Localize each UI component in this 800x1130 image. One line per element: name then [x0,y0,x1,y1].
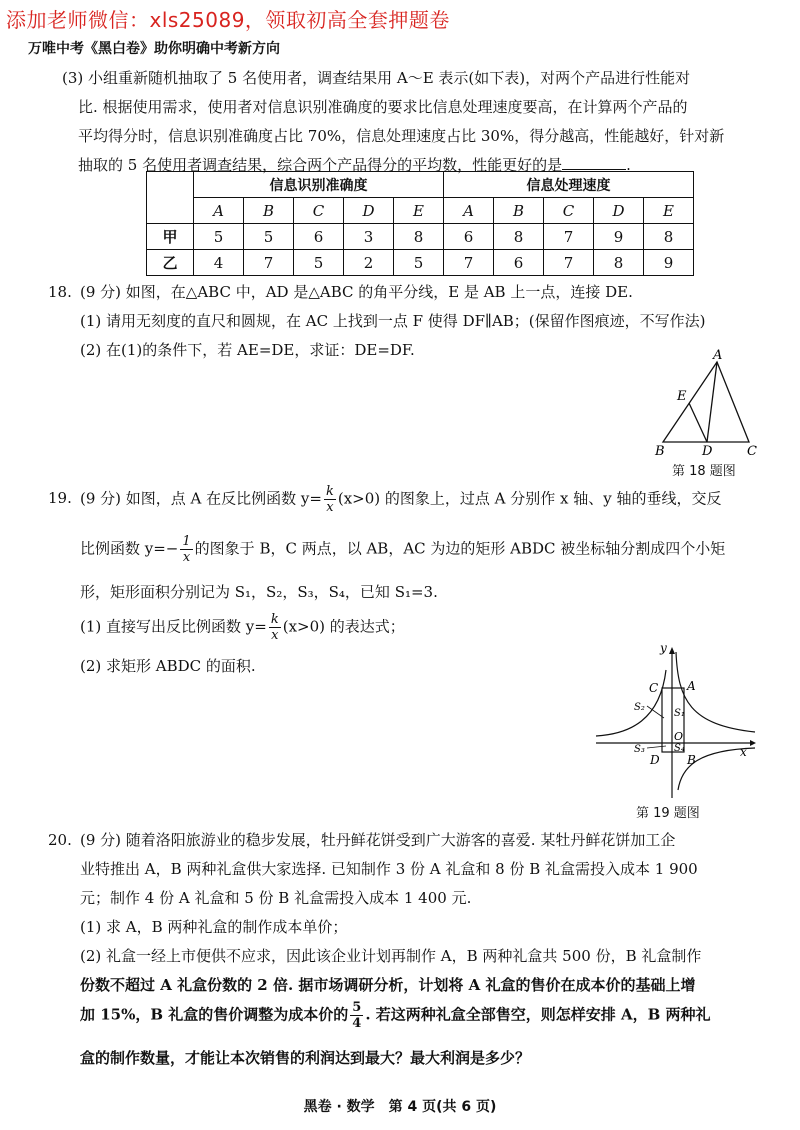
table-cell: 8 [494,224,544,250]
q20-line-3: 元；制作 4 份 A 礼盒和 5 份 B 礼盒需投入成本 1 400 元. [80,889,472,907]
label-s2: S₂ [634,702,645,713]
answer-blank [562,153,626,170]
label-b: B [687,753,696,767]
q18-line-3: (2) 在(1)的条件下，若 AE=DE，求证：DE=DF. [80,341,415,359]
table-cell: 6 [294,224,344,250]
q20-line-7-b: . 若这两种礼盒全部售空，则怎样安排 A，B 两种礼 [365,1005,711,1024]
table-col-header: C [544,198,594,224]
q19-line-4-a: (1) 直接写出反比例函数 y= [80,617,267,636]
frac-numerator: 5 [352,1000,362,1015]
label-y: y [660,641,667,655]
q17-part3 [62,64,724,180]
q20-line-6: 份数不超过 A 礼盒份数的 2 倍. 据市场调研分析，计划将 A 礼盒的售价在成本价的基础上增 [80,976,696,994]
q20-line-5: (2) 礼盒一经上市便供不应求，因此该企业计划再制作 A，B 两种礼盒共 500 份，B 礼盒制作 [80,947,702,965]
q19-number: 19. [48,489,72,507]
table-row-label: 甲 [147,224,194,250]
table-col-header: D [594,198,644,224]
q19-line-2-a: 比例函数 y=− [80,539,179,558]
q19-line-4 [80,612,405,643]
q18-line-2: (1) 请用无刻度的直尺和圆规，在 AC 上找到一点 F 使得 DF∥AB；(保留作图痕迹，不写作法) [80,312,706,330]
q18-number: 18. [48,283,72,301]
table-row-jia [147,224,694,250]
frac-denominator: x [182,550,191,565]
table-cell: 8 [594,250,644,276]
label-x: x [740,745,747,759]
fraction-k-over-x [324,484,336,515]
fraction-5-over-4 [350,1000,363,1031]
table-cell: 5 [294,250,344,276]
table-cell: 8 [644,224,694,250]
table-col-header: E [644,198,694,224]
q19-figure [590,640,760,800]
frac-denominator: x [271,628,279,643]
q20-line-4: (1) 求 A，B 两种礼盒的制作成本单价； [80,918,348,936]
table-cell: 6 [494,250,544,276]
q17-line-3: 平均得分时，信息识别准确度占比 70%，信息处理速度占比 30%，得分越高，性能越好，针对新 [78,127,725,145]
table-header-row [147,172,694,198]
table-group-speed: 信息处理速度 [444,172,694,198]
page-footer: 黑卷 · 数学 第 4 页(共 6 页) [303,1099,497,1115]
table-cell: 7 [544,250,594,276]
table-row-yi [147,250,694,276]
frac-numerator: k [325,484,334,499]
watermark-text: 添加老师微信：xls25089，领取初高全套押题卷 [6,8,450,32]
q17-end-mark: . [626,156,631,174]
q20-line-2: 业特推出 A，B 两种礼盒供大家选择. 已知制作 3 份 A 礼盒和 8 份 B 礼盒需投入成本 1 900 [80,860,698,878]
q20-line-8: 盒的制作数量，才能让本次销售的利润达到最大？最大利润是多少？ [80,1049,531,1067]
table-col-header: B [244,198,294,224]
q17-line-4-text: 抽取的 5 名使用者调查结果，综合两个产品得分的平均数，性能更好的是 [78,156,563,174]
y-axis-arrow [669,647,675,654]
table-col-header: C [294,198,344,224]
table-col-header: E [394,198,444,224]
label-s3: S₃ [634,744,645,755]
q20-line-7 [80,1000,711,1031]
table-cell: 5 [244,224,294,250]
table-row-label: 乙 [147,250,194,276]
frac-denominator: x [326,500,334,515]
q20-number: 20. [48,831,72,849]
table-col-header: A [194,198,244,224]
table-col-header: A [444,198,494,224]
frac-numerator: k [270,612,279,627]
table-cell: 2 [344,250,394,276]
label-s1: S₁ [674,708,685,719]
table-cell: 7 [244,250,294,276]
q18-figure [645,348,765,460]
table-cell: 9 [594,224,644,250]
q18-body [80,278,706,365]
table-cell: 7 [444,250,494,276]
fraction-1-over-x [180,534,192,565]
q18-line-1: (9 分) 如图，在△ABC 中，AD 是△ABC 的角平分线，E 是 AB 上一点，连接 DE. [80,283,633,301]
label-c: C [747,444,757,459]
q19-line-1-b: (x>0) 的图象上，过点 A 分别作 x 轴、y 轴的垂线，交反 [337,489,722,508]
q17-line-1: (3) 小组重新随机抽取了 5 名使用者，调查结果用 A～E 表示(如下表)，对两个产品进行性能对 [62,69,691,87]
table-group-accuracy: 信息识别准确度 [194,172,444,198]
q19-caption: 第 19 题图 [636,806,700,821]
table-cell: 4 [194,250,244,276]
q19-line-3: 形，矩形面积分别记为 S₁，S₂，S₃，S₄，已知 S₁=3. [80,583,438,601]
page-header: 万唯中考《黑白卷》助你明确中考新方向 [28,41,280,57]
table-cell: 3 [344,224,394,250]
segment-de [689,403,707,442]
frac-numerator: 1 [182,534,191,549]
label-s4: S₄ [674,743,685,754]
score-table [146,171,694,276]
label-a: A [687,679,696,693]
q19-line-4-b: (x>0) 的表达式； [282,617,405,636]
q19-line-5: (2) 求矩形 ABDC 的面积. [80,657,256,675]
curve-neg-1-over-x-q2 [596,670,666,736]
table-col-header: B [494,198,544,224]
q18-caption: 第 18 题图 [672,464,736,479]
table-cell: 9 [644,250,694,276]
table-column-row [147,198,694,224]
pointer-s3 [647,746,666,748]
label-o: O [674,730,684,743]
q20-line-1-text: (9 分) 随着洛阳旅游业的稳步发展，牡丹鲜花饼受到广大游客的喜爱. 某牡丹鲜花饼加工企 [80,831,676,849]
table-cell: 5 [194,224,244,250]
table-cell: 8 [394,224,444,250]
table-cell: 7 [544,224,594,250]
q19-line-2-b: 的图象于 B，C 两点，以 AB，AC 为边的矩形 ABDC 被坐标轴分割成四个小矩 [194,539,726,558]
label-e: E [677,389,687,404]
q19-line-2 [80,534,725,565]
table-cell: 6 [444,224,494,250]
q20-body [80,826,701,1000]
label-d: D [650,753,660,767]
table-cell: 5 [394,250,444,276]
label-a: A [713,348,723,363]
fraction-k-over-x [269,612,281,643]
table-col-header: D [344,198,394,224]
q17-line-2: 比. 根据使用需求，使用者对信息识别准确度的要求比信息处理速度要高，在计算两个产品的 [78,98,688,116]
q20-line-1 [80,826,701,855]
triangle-abc [663,362,749,442]
label-c: C [649,681,659,695]
q19-line-1-a: (9 分) 如图，点 A 在反比例函数 y= [80,489,322,508]
frac-denominator: 4 [352,1016,362,1031]
label-b: B [655,444,665,459]
q20-line-7-a: 加 15%，B 礼盒的售价调整为成本价的 [80,1005,349,1024]
x-axis-arrow [750,740,756,746]
label-d: D [702,444,713,459]
table-corner-cell [147,172,194,224]
q19-line-1 [80,484,722,515]
